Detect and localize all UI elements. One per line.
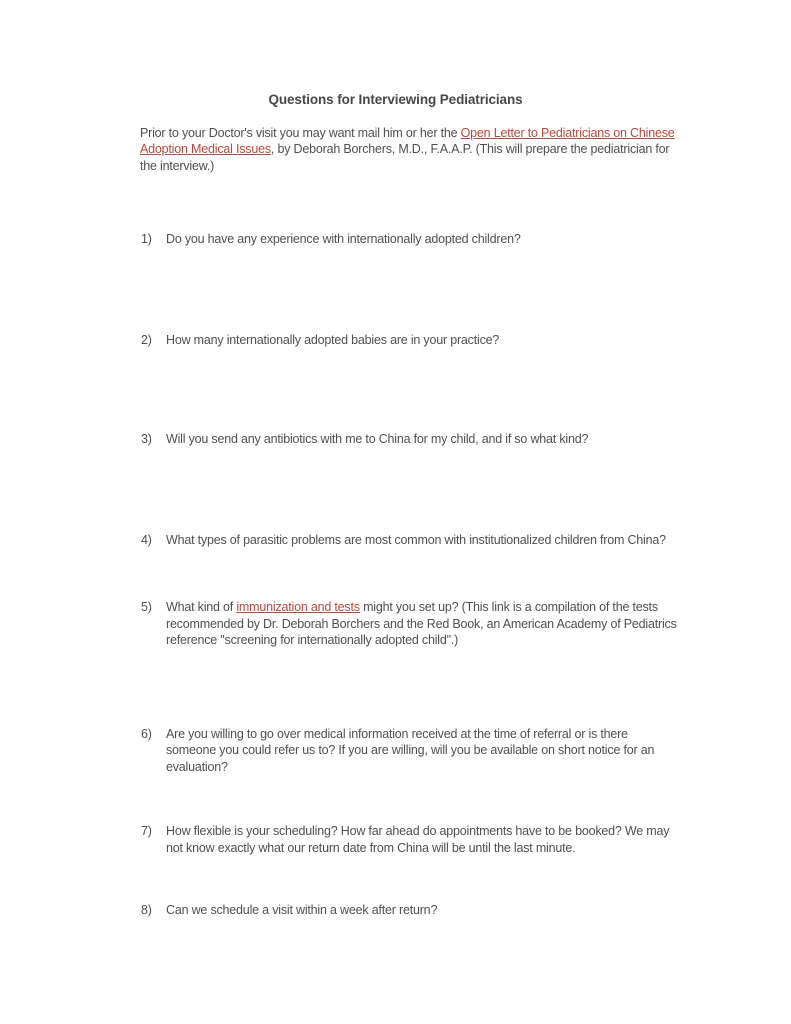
text-run: How many internationally adopted babies are in your practice? (166, 332, 500, 347)
question-row (141, 532, 681, 549)
question-text (166, 231, 681, 248)
question-number: 3) (141, 432, 152, 446)
text-run: Prior to your Doctor's visit you may want mail him or her the (140, 125, 461, 140)
text-run: Do you have any experience with internationally adopted children? (166, 232, 521, 246)
hyperlink[interactable]: immunization and tests (236, 600, 360, 614)
question-text (166, 431, 681, 448)
question-number: 1) (141, 232, 152, 246)
question-number: 6) (141, 726, 152, 741)
text-run: What types of parasitic problems are most common with institutionalized children from China? (166, 532, 666, 547)
question-row (141, 726, 681, 776)
question-row (141, 332, 681, 349)
question-number: 4) (141, 532, 152, 547)
question-row (141, 823, 681, 856)
question-number: 5) (141, 600, 152, 614)
question-text (166, 599, 681, 649)
text-run: , by Deborah Borchers, M.D., F.A.A.P. (This will prepare the pediatrician for the interview.) (140, 142, 670, 173)
intro-paragraph (140, 125, 680, 175)
question-row (141, 231, 681, 248)
question-text (166, 332, 681, 349)
page-title: Questions for Interviewing Pediatricians (268, 92, 523, 107)
text-run: Can we schedule a visit within a week after return? (166, 903, 438, 917)
text-run: Are you willing to go over medical information received at the time of referral or is there someone you could refer us to? If you are willing, will you be available on short notice for an evaluation? (166, 726, 655, 774)
question-number: 8) (141, 903, 152, 917)
question-row (141, 431, 681, 448)
question-text (166, 823, 681, 856)
text-run: might you set up? (This link is a compilation of the tests recommended by Dr. Deborah Borchers and the Red Book, an American Academy of Pediatrics reference "screening for internationally adopted child".) (166, 600, 677, 647)
question-text (166, 902, 681, 919)
question-text (166, 726, 681, 776)
question-row (141, 599, 681, 649)
question-number: 2) (141, 332, 152, 347)
question-row (141, 902, 681, 919)
text-run: How flexible is your scheduling? How far ahead do appointments have to be booked? We may not know exactly what our return date from China will be until the last minute. (166, 824, 670, 855)
question-text (166, 532, 681, 549)
question-list (141, 231, 681, 919)
question-number: 7) (141, 824, 152, 838)
hyperlink[interactable]: Open Letter to Pediatricians on Chinese Adoption Medical Issues (140, 125, 675, 156)
text-run: Will you send any antibiotics with me to China for my child, and if so what kind? (166, 432, 589, 446)
text-run: What kind of (166, 600, 237, 614)
